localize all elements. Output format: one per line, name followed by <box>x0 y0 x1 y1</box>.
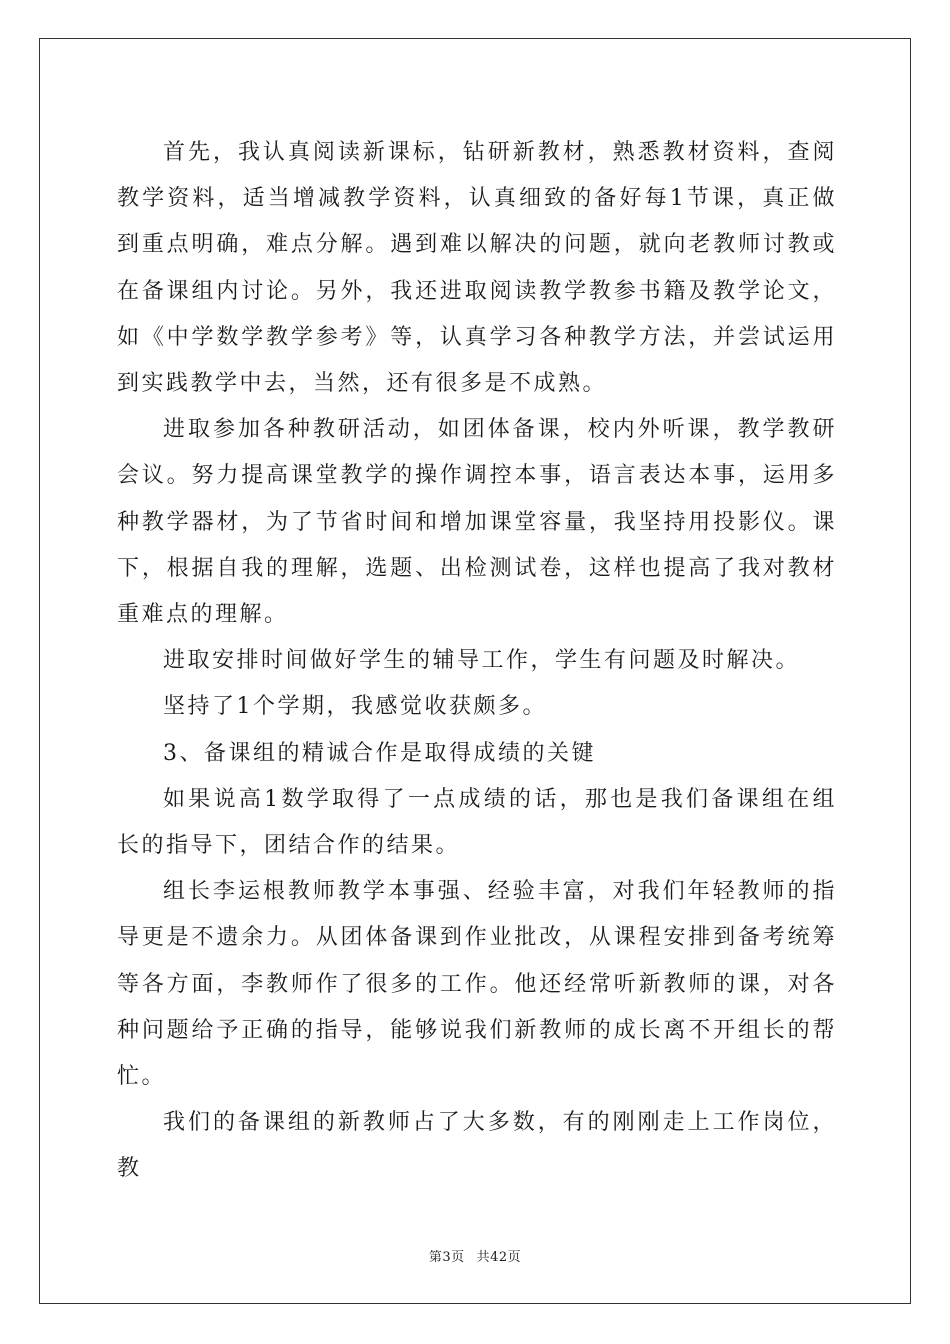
page-number: 第3页 <box>428 1250 465 1265</box>
paragraph: 组长李运根教师教学本事强、经验丰富，对我们年轻教师的指导更是不遗余力。从团体备课到作业批改，从课程安排到备考统筹等各方面，李教师作了很多的工作。他还经常听新教师的课，对各种问题给予正确的指导，能够说我们新教师的成长离不开组长的帮忙。 <box>117 879 837 1090</box>
section-heading: 3、备课组的精诚合作是取得成绩的关键 <box>163 740 596 766</box>
document-body <box>117 130 837 1193</box>
paragraph: 首先，我认真阅读新课标，钻研新教材，熟悉教材资料，查阅教学资料，适当增减教学资料，认真细致的备好每1节课，真正做到重点明确，难点分解。遇到难以解决的问题，就向老教师讨教或在备课组内讨论。另外，我还进取阅读教学教参书籍及教学论文，如《中学数学教学参考》等，认真学习各种教学方法，并尝试运用到实践教学中去，当然，还有很多是不成熟。 <box>117 140 837 397</box>
page-total: 共42页 <box>476 1250 522 1265</box>
paragraph: 我们的备课组的新教师占了大多数，有的刚刚走上工作岗位，教 <box>117 1110 837 1182</box>
paragraph: 如果说高1数学取得了一点成绩的话，那也是我们备课组在组长的指导下，团结合作的结果。 <box>117 786 837 859</box>
paragraph: 坚持了1个学期，我感觉收获颇多。 <box>163 694 547 720</box>
paragraph: 进取安排时间做好学生的辅导工作，学生有问题及时解决。 <box>163 648 801 674</box>
paragraph: 进取参加各种教研活动，如团体备课，校内外听课，教学教研会议。努力提高课堂教学的操作调控本事，语言表达本事，运用多种教学器材，为了节省时间和增加课堂容量，我坚持用投影仪。课下，根据自我的理解，选题、出检测试卷，这样也提高了我对教材重难点的理解。 <box>117 417 837 628</box>
page-footer <box>0 1246 950 1265</box>
